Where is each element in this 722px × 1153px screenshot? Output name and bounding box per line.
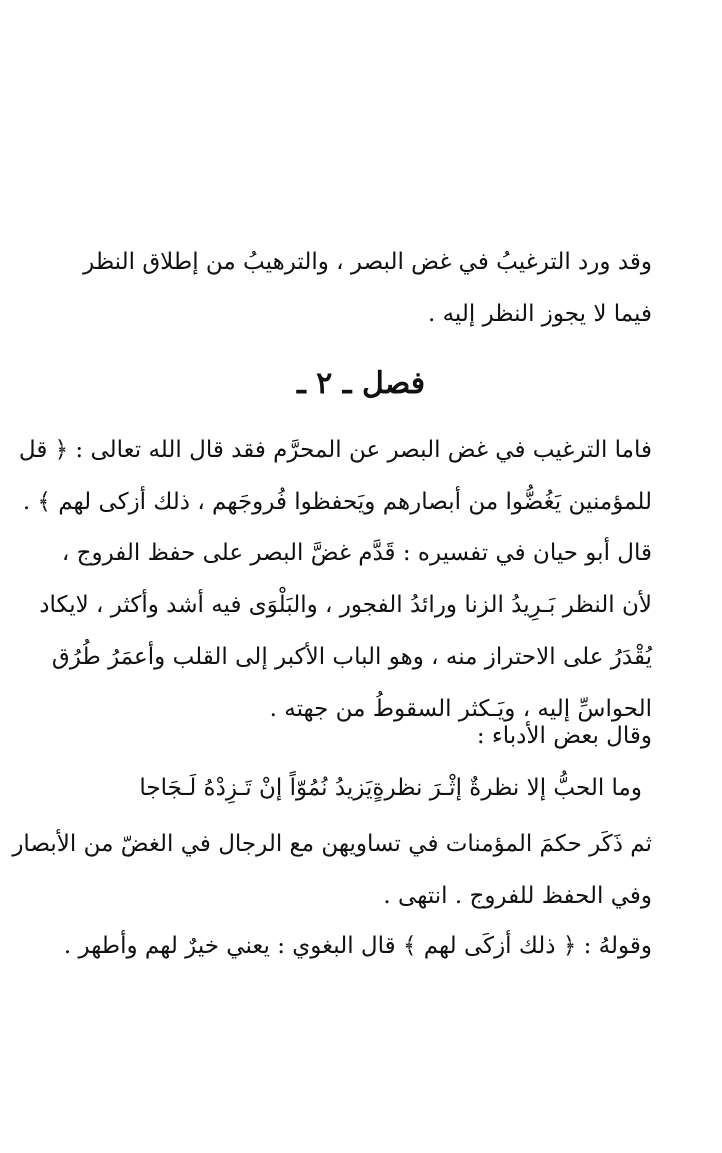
verse-second-hemistich: يَزيدُ نُمُوّاً إنْ تَـزِدْهُ لَـجَاجا bbox=[139, 775, 373, 801]
paragraph-intro bbox=[83, 236, 652, 340]
text-line: فاما الترغيب في غض البصر عن المحرَّم فقد قال الله تعالى : ﴿ قل bbox=[18, 437, 652, 463]
text-line: قال أبو حيان في تفسيره : قَدَّم غضَّ البصر على حفظ الفروج ، bbox=[61, 540, 652, 566]
section-heading: فصل ـ ٢ ـ bbox=[296, 366, 426, 401]
text-line: الحواسِّ إليه ، ويَـكثر السقوطُ من جهته . bbox=[269, 696, 652, 722]
text-line: يُقْدَرُ على الاحتراز منه ، وهو الباب الأكبر إلى القلب وأعمَرُ طُرُق bbox=[51, 644, 652, 670]
text-line: وقد ورد الترغيبُ في غض البصر ، والترهيبُ من إطلاق النظر bbox=[83, 249, 652, 275]
text-line: وفي الحفظ للفروج . انتهى . bbox=[383, 883, 652, 909]
text-line: لأن النظر بَـرِيدُ الزنا ورائدُ الفجور ، والبَلْوَى فيه أشد وأكثر ، لايكاد bbox=[39, 592, 652, 618]
paragraph-baghawi bbox=[63, 920, 652, 972]
verse-first-hemistich: وما الحبُّ إلا نظرةٌ إثْـرَ نظرةٍ bbox=[372, 775, 642, 801]
paragraph-quran-verse bbox=[18, 424, 652, 528]
paragraph-poet-intro bbox=[112, 710, 652, 762]
paragraph-believing-women bbox=[12, 818, 652, 922]
text-line: فيما لا يجوز النظر إليه . bbox=[427, 301, 652, 327]
text-line: للمؤمنين يَغُضُّوا من أبصارهم ويَحفظوا فُروجَهم ، ذلك أزكى لهم ﴾ . bbox=[22, 489, 652, 515]
text-line: ثم ذَكَر حكمَ المؤمنات في تساويهن مع الرجال في الغضّ من الأبصار bbox=[12, 831, 652, 857]
text-line: وقولهُ : ﴿ ذلك أزكَى لهم ﴾ قال البغوي : يعني خيرٌ لهم وأطهر . bbox=[63, 933, 652, 959]
paragraph-abu-hayyan bbox=[39, 527, 652, 735]
text-line: وقال بعض الأدباء : bbox=[476, 723, 652, 749]
poem-verse bbox=[140, 762, 642, 814]
